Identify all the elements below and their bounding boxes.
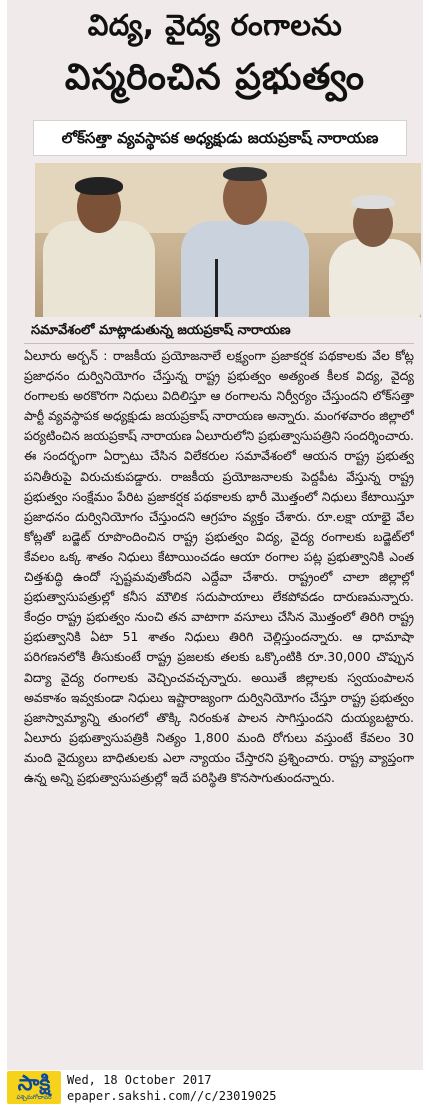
headline-line-1: విద్య, వైద్య రంగాలను (87, 8, 343, 42)
epaper-url[interactable]: epaper.sakshi.com//c/23019025 (67, 1089, 277, 1103)
sakshi-logo-edition: పశ్చిమగోదావరి (16, 1094, 52, 1101)
headline-line-2: విస్మరించిన ప్రభుత్వం (64, 57, 366, 98)
caption-divider (24, 343, 414, 344)
subheadline: లోక్‌సత్తా వ్యవస్థాపక అధ్యక్షుడు జయప్రకాష్ నారాయణ (33, 120, 407, 156)
news-photo (35, 163, 421, 317)
article-body: ఏలూరు అర్బన్ : రాజకీయ ప్రయోజనాలే లక్ష్యంగా ప్రజాకర్షక పథకాలకు వేల కోట్ల ప్రజాధనం దుర్వినియోగం చేస్తున్న రాష్ట్ర ప్రభుత్వం అత్యంత కీలక విద్య, వైద్య రంగాలకు అరకొరగా నిధులు విదిలిస్తూ ఆ రంగాలను నిర్వీర్యం చేస్తుందని లోక్‌సత్తా పార్టీ వ్యవస్థాపక అధ్యక్షుడు జయప్రకాష్ నారాయణ అన్నారు. మంగళవారం జిల్లాలో పర్యటించిన జయప్రకాష్ నారాయణ ఏలూరులోని ప్రభుత్వాసుపత్రిని సందర్శించారు. ఈ సందర్భంగా ఏర్పాటు చేసిన విలేకరుల సమావేశంలో ఆయన రాష్ట్ర ప్రభుత్వ పనితీరుపై విరుచుకుపడ్డారు. రాజకీయ ప్రయోజనాలకు పెద్దపీట వేస్తున్న రాష్ట్ర ప్రభుత్వం సంక్షేమం పేరిట ప్రజాకర్షక పథకాలకు భారీ మొత్తంలో నిధులు కేటాయిస్తూ ప్రజాధనం దుర్వినియోగం చేస్తుందని ఆగ్రహం వ్యక్తం చేశారు. రూ.లక్షా యాభై వేల కోట్లతో బడ్జెట్ రూపొందించిన రాష్ట్ర ప్రభుత్వం విద్య, వైద్య రంగాలకు బడ్జెట్‌లో కేవలం ఒక్క శాతం నిధులు కేటాయించడం ఆయా రంగాల పట్ల ప్రభుత్వానికి ఎంత చిత్తశుద్ధి ఉందో స్పష్టమవుతోందని ఎద్దేవా చేశారు. రాష్ట్రంలో చాలా జిల్లాల్లో ప్రభుత్వాసుపత్రుల్లో కనీస మౌలిక సదుపాయాలు లేకపోవడం దారుణమన్నారు. కేంద్రం రాష్ట్ర ప్రభుత్వం నుంచి తన వాటాగా వసూలు చేసిన మొత్తంలో తిరిగి రాష్ట్ర ప్రభుత్వానికి ఏటా 51 శాతం నిధులు తిరిగి చెల్లిస్తుందన్నారు. ఆ ధామాషా పరిగణనలోకి తీసుకుంటే రాష్ట్ర ప్రజలకు తలకు ఒక్కొంటికి రూ.30,000 చొప్పున విద్యా వైద్య రంగాలకు వెచ్చించవచ్చన్నారు. అయితే జిల్లాలకు స్వయంపాలన అవకాశం ఇవ్వకుండా నిధులు ఇష్టారాజ్యంగా దుర్వినియోగం చేస్తూ రాష్ట్ర ప్రభుత్వం ప్రజాస్వామ్యాన్ని తుంగలో తొక్కి నిరంకుశ పాలన సాగిస్తుందని దుయ్యబట్టారు. ఏలూరు ప్రభుత్వాసుపత్రికి నిత్యం 1,800 మంది రోగులు వస్తుంటే కేవలం 30 మంది వైద్యులు బాధితులకు ఎలా న్యాయం చేస్తారని ప్రశ్నించారు. రాష్ట్ర వ్యాప్తంగా ఉన్న అన్ని ప్రభుత్వాసుపత్రుల్లో ఇదే పరిస్థితి కొనసాగుతుందన్నారు. (24, 348, 414, 785)
photo-person-center (175, 163, 315, 317)
microphone (215, 259, 218, 317)
publication-date: Wed, 18 October 2017 (67, 1073, 212, 1087)
sakshi-logo-text: సాక్షి (17, 1071, 51, 1095)
photo-caption: సమావేశంలో మాట్లాడుతున్న జయప్రకాష్ నారాయణ (31, 323, 291, 338)
photo-person-right (325, 163, 421, 317)
photo-person-left (35, 163, 165, 317)
